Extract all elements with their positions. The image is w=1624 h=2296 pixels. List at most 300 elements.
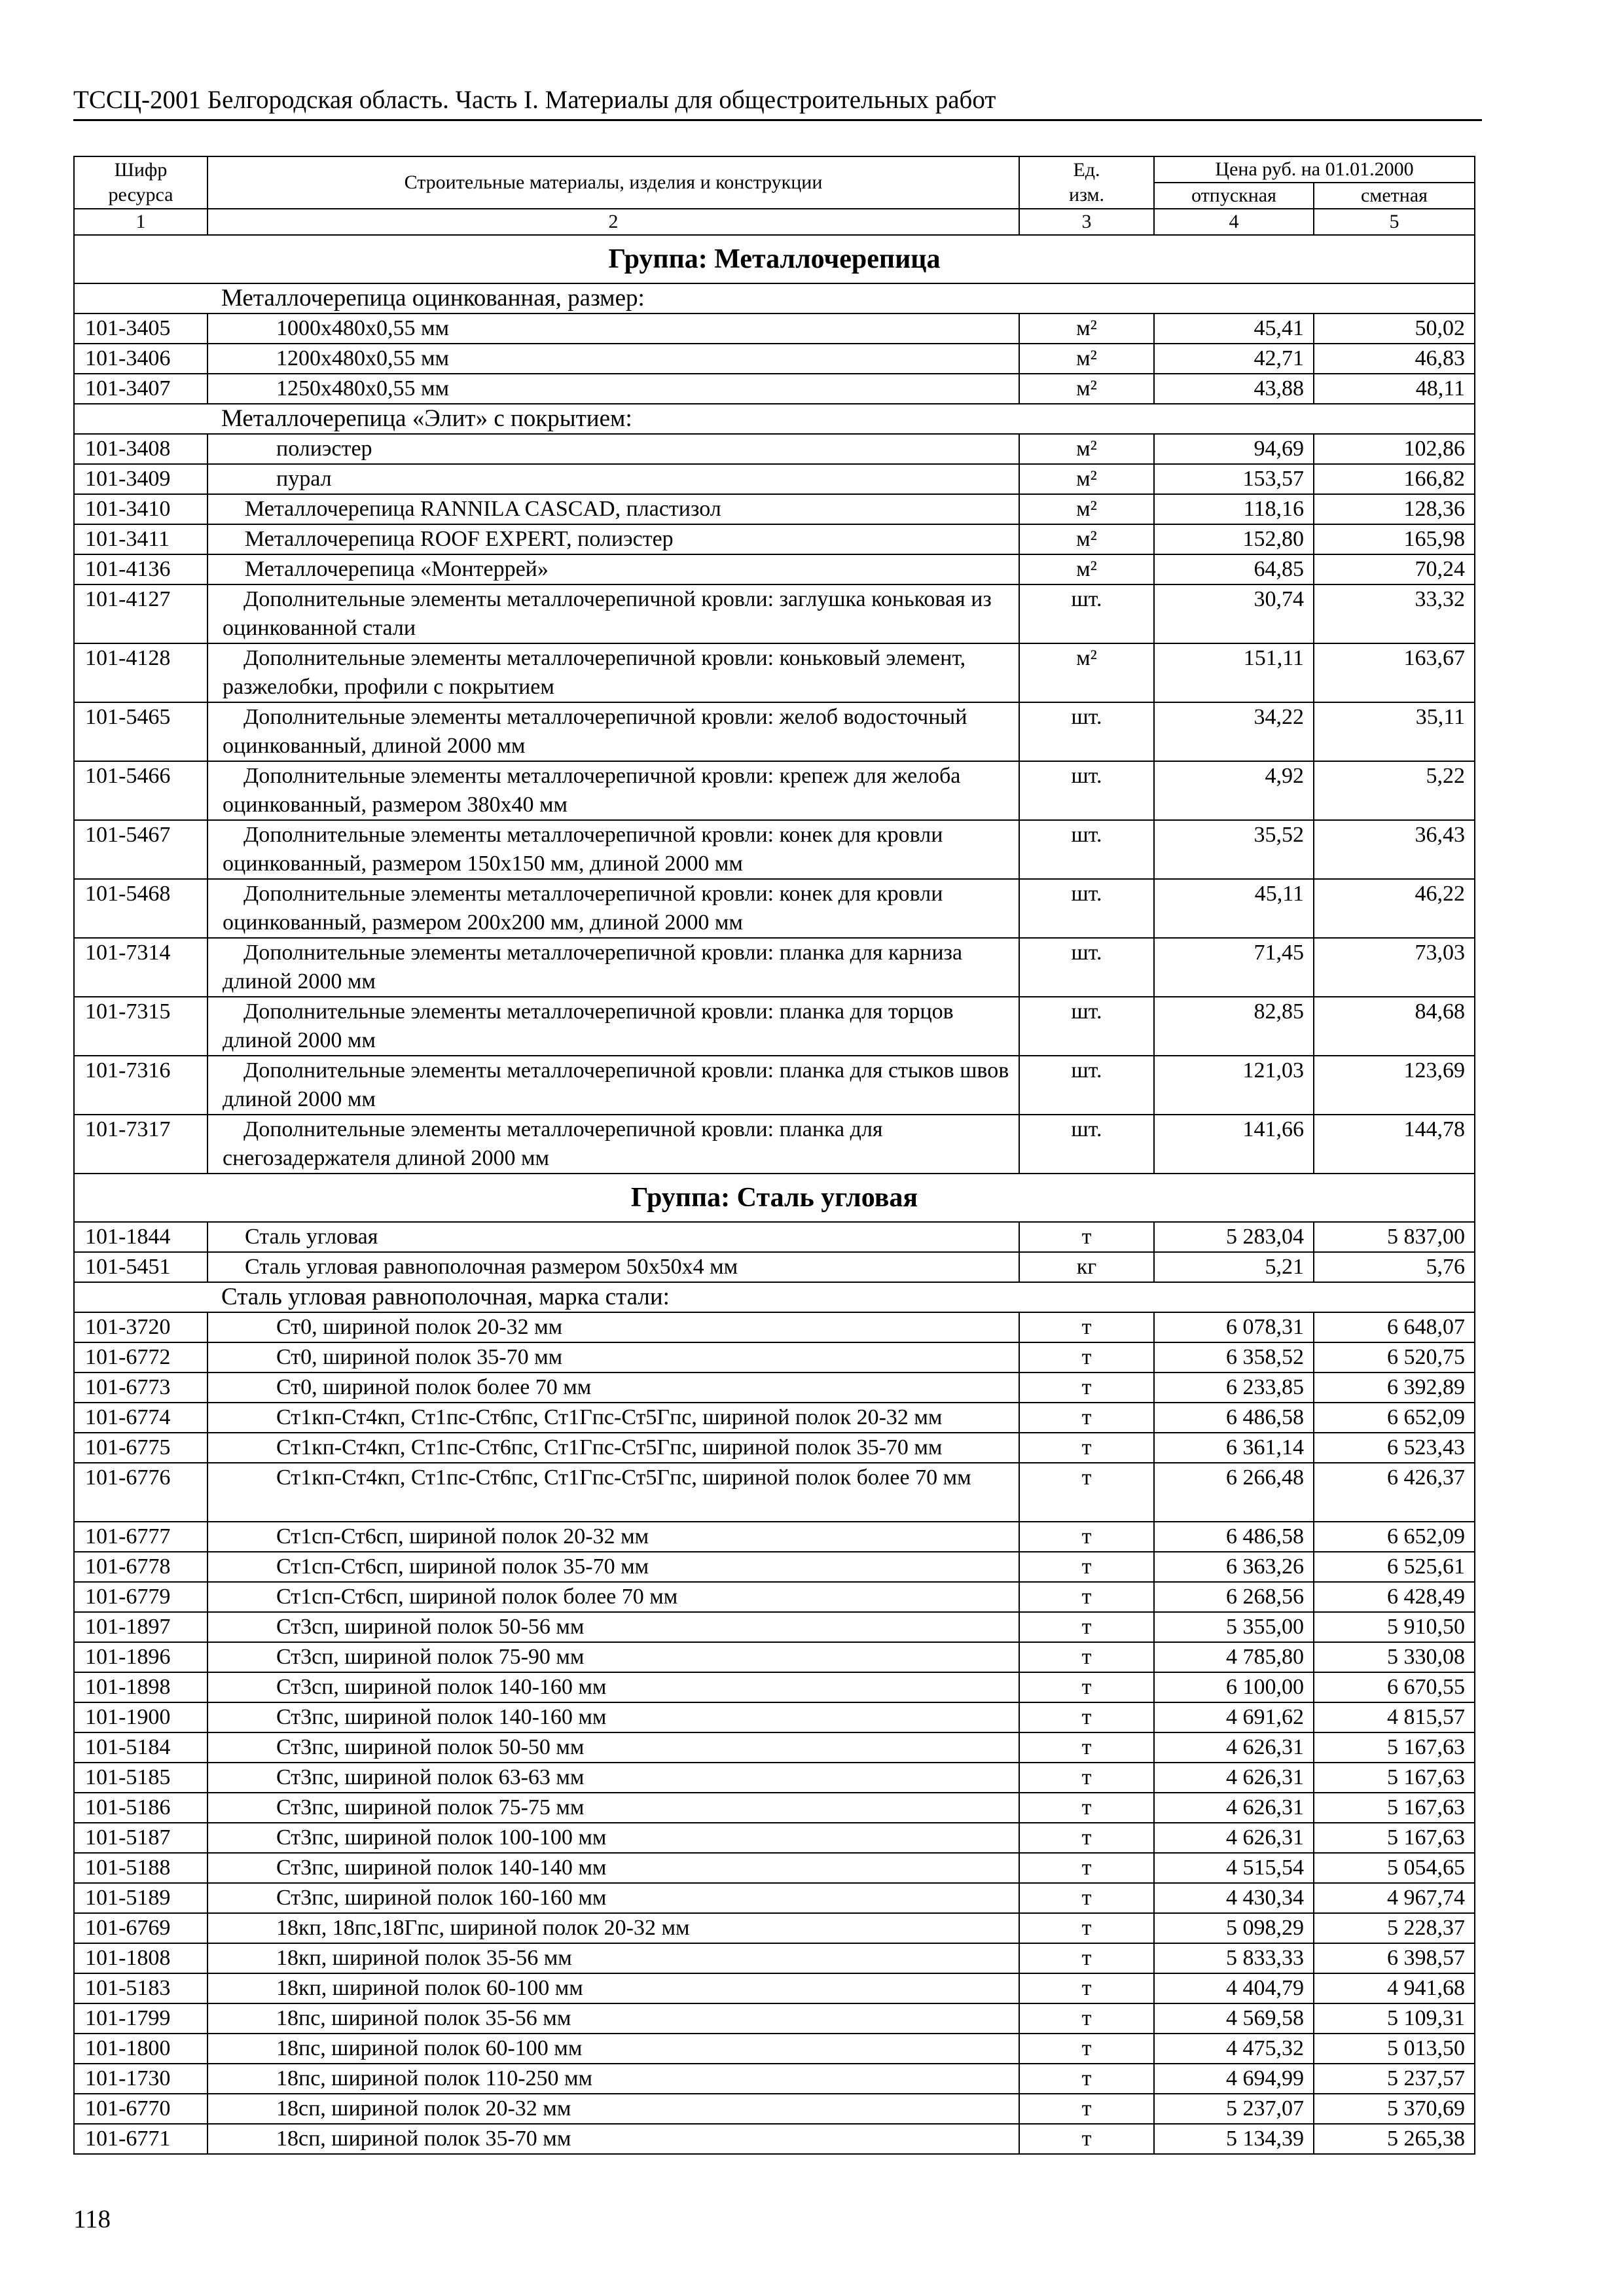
- unit-of-measure: м²: [1019, 524, 1154, 554]
- unit-of-measure: м²: [1019, 434, 1154, 464]
- resource-code: 101-7314: [74, 938, 208, 997]
- table-row: [74, 494, 1475, 524]
- table-header: [74, 156, 1475, 235]
- price-estimate: 165,98: [1314, 524, 1475, 554]
- material-name: Металлочерепица RANNILA CASCAD, пластизол: [208, 494, 1019, 524]
- table-row: [74, 2124, 1475, 2154]
- table-row: [74, 1732, 1475, 1763]
- price-release: 153,57: [1154, 464, 1314, 494]
- price-release: 121,03: [1154, 1056, 1314, 1115]
- price-estimate: 36,43: [1314, 820, 1475, 879]
- price-release: 118,16: [1154, 494, 1314, 524]
- resource-code: 101-3405: [74, 314, 208, 344]
- resource-code: 101-1808: [74, 1943, 208, 1973]
- unit-of-measure: т: [1019, 1702, 1154, 1732]
- material-name: 18пс, шириной полок 60-100 мм: [208, 2034, 1019, 2064]
- table-row: [74, 1883, 1475, 1913]
- header-price-group: Цена руб. на 01.01.2000: [1154, 156, 1475, 183]
- material-name: Дополнительные элементы металлочерепичной кровли: планка для торцов длиной 2000 мм: [208, 997, 1019, 1056]
- unit-of-measure: м²: [1019, 554, 1154, 584]
- material-name: Ст3пс, шириной полок 160-160 мм: [208, 1883, 1019, 1913]
- material-name: Ст1сп-Ст6сп, шириной полок 20-32 мм: [208, 1522, 1019, 1552]
- price-release: 71,45: [1154, 938, 1314, 997]
- unit-of-measure: т: [1019, 1642, 1154, 1672]
- price-estimate: 6 652,09: [1314, 1403, 1475, 1433]
- table-row: [74, 1463, 1475, 1522]
- unit-of-measure: т: [1019, 1582, 1154, 1612]
- table-row: [74, 374, 1475, 404]
- unit-of-measure: шт.: [1019, 1056, 1154, 1115]
- unit-of-measure: т: [1019, 1883, 1154, 1913]
- unit-of-measure: кг: [1019, 1252, 1154, 1282]
- resource-code: 101-3411: [74, 524, 208, 554]
- price-release: 6 268,56: [1154, 1582, 1314, 1612]
- table-row: [74, 1702, 1475, 1732]
- resource-code: 101-6776: [74, 1463, 208, 1522]
- material-name: Ст3пс, шириной полок 140-140 мм: [208, 1853, 1019, 1883]
- resource-code: 101-7315: [74, 997, 208, 1056]
- price-estimate: 4 815,57: [1314, 1702, 1475, 1732]
- price-estimate: 48,11: [1314, 374, 1475, 404]
- price-release: 45,41: [1154, 314, 1314, 344]
- material-name: Ст3сп, шириной полок 140-160 мм: [208, 1672, 1019, 1702]
- price-estimate: 70,24: [1314, 554, 1475, 584]
- material-name: 18сп, шириной полок 20-32 мм: [208, 2094, 1019, 2124]
- price-estimate: 5 837,00: [1314, 1222, 1475, 1252]
- price-release: 4,92: [1154, 761, 1314, 820]
- price-release: 141,66: [1154, 1115, 1314, 1174]
- price-estimate: 128,36: [1314, 494, 1475, 524]
- resource-code: 101-1800: [74, 2034, 208, 2064]
- resource-code: 101-5465: [74, 702, 208, 761]
- price-release: 5 355,00: [1154, 1612, 1314, 1642]
- table-row: [74, 761, 1475, 820]
- material-name: Дополнительные элементы металлочерепичной кровли: желоб водосточный оцинкованный, длиной 2000 мм: [208, 702, 1019, 761]
- material-name: Ст1кп-Ст4кп, Ст1пс-Ст6пс, Ст1Гпс-Ст5Гпс, шириной полок 20-32 мм: [208, 1403, 1019, 1433]
- unit-of-measure: т: [1019, 1433, 1154, 1463]
- price-estimate: 6 426,37: [1314, 1463, 1475, 1522]
- group-heading-row: [74, 1174, 1475, 1222]
- price-release: 4 475,32: [1154, 2034, 1314, 2064]
- material-name: Дополнительные элементы металлочерепичной кровли: коньковый элемент, разжелобки, профили с покрытием: [208, 643, 1019, 702]
- price-estimate: 6 392,89: [1314, 1372, 1475, 1403]
- price-release: 34,22: [1154, 702, 1314, 761]
- price-estimate: 6 525,61: [1314, 1552, 1475, 1582]
- price-release: 6 078,31: [1154, 1312, 1314, 1342]
- header-name-cell: Строительные материалы, изделия и конструкции: [208, 156, 1019, 209]
- unit-of-measure: т: [1019, 1913, 1154, 1943]
- material-name: Дополнительные элементы металлочерепичной кровли: планка для снегозадержателя длиной 2000 мм: [208, 1115, 1019, 1174]
- table-row: [74, 1056, 1475, 1115]
- price-estimate: 6 398,57: [1314, 1943, 1475, 1973]
- unit-of-measure: т: [1019, 1672, 1154, 1702]
- price-estimate: 6 648,07: [1314, 1312, 1475, 1342]
- material-name: 1000x480x0,55 мм: [208, 314, 1019, 344]
- price-release: 45,11: [1154, 879, 1314, 938]
- table-row: [74, 1612, 1475, 1642]
- material-name: пурал: [208, 464, 1019, 494]
- price-estimate: 5 265,38: [1314, 2124, 1475, 2154]
- price-estimate: 5 910,50: [1314, 1612, 1475, 1642]
- price-release: 30,74: [1154, 584, 1314, 643]
- material-name: 18кп, шириной полок 35-56 мм: [208, 1943, 1019, 1973]
- resource-code: 101-6769: [74, 1913, 208, 1943]
- price-estimate: 5 167,63: [1314, 1763, 1475, 1793]
- unit-of-measure: м²: [1019, 314, 1154, 344]
- unit-of-measure: т: [1019, 1853, 1154, 1883]
- resource-code: 101-6775: [74, 1433, 208, 1463]
- resource-code: 101-6771: [74, 2124, 208, 2154]
- material-name: Дополнительные элементы металлочерепичной кровли: планка для карниза длиной 2000 мм: [208, 938, 1019, 997]
- resource-code: 101-3409: [74, 464, 208, 494]
- unit-of-measure: т: [1019, 1342, 1154, 1372]
- price-estimate: 46,22: [1314, 879, 1475, 938]
- table-row: [74, 1115, 1475, 1174]
- column-number-3: 3: [1019, 209, 1154, 235]
- price-release: 94,69: [1154, 434, 1314, 464]
- table-row: [74, 1973, 1475, 2003]
- unit-of-measure: т: [1019, 1403, 1154, 1433]
- table-row: [74, 1312, 1475, 1342]
- table-row: [74, 344, 1475, 374]
- price-estimate: 6 520,75: [1314, 1342, 1475, 1372]
- table-row: [74, 1913, 1475, 1943]
- material-name: Металлочерепица ROOF EXPERT, полиэстер: [208, 524, 1019, 554]
- material-name: Сталь угловая: [208, 1222, 1019, 1252]
- table-row: [74, 1943, 1475, 1973]
- header-code-line1: Шифр: [114, 159, 168, 181]
- table-row: [74, 1372, 1475, 1403]
- resource-code: 101-5466: [74, 761, 208, 820]
- table-row: [74, 1793, 1475, 1823]
- material-name: Ст1кп-Ст4кп, Ст1пс-Ст6пс, Ст1Гпс-Ст5Гпс, шириной полок 35-70 мм: [208, 1433, 1019, 1463]
- column-number-2: 2: [208, 209, 1019, 235]
- price-release: 35,52: [1154, 820, 1314, 879]
- unit-of-measure: шт.: [1019, 879, 1154, 938]
- material-name: 18пс, шириной полок 110-250 мм: [208, 2064, 1019, 2094]
- price-release: 5 237,07: [1154, 2094, 1314, 2124]
- price-release: 5,21: [1154, 1252, 1314, 1282]
- material-name: Металлочерепица «Монтеррей»: [208, 554, 1019, 584]
- unit-of-measure: м²: [1019, 643, 1154, 702]
- resource-code: 101-5451: [74, 1252, 208, 1282]
- header-unit-line2: изм.: [1069, 184, 1104, 206]
- price-release: 4 626,31: [1154, 1763, 1314, 1793]
- material-name: Ст1сп-Ст6сп, шириной полок более 70 мм: [208, 1582, 1019, 1612]
- price-release: 4 626,31: [1154, 1793, 1314, 1823]
- material-name: Ст3пс, шириной полок 63-63 мм: [208, 1763, 1019, 1793]
- subgroup-heading-row: [74, 404, 1475, 434]
- table-row: [74, 1853, 1475, 1883]
- resource-code: 101-6777: [74, 1522, 208, 1552]
- price-estimate: 166,82: [1314, 464, 1475, 494]
- table-body: [74, 235, 1475, 2154]
- resource-code: 101-6779: [74, 1582, 208, 1612]
- table-row: [74, 1433, 1475, 1463]
- unit-of-measure: т: [1019, 1823, 1154, 1853]
- resource-code: 101-6770: [74, 2094, 208, 2124]
- subgroup-heading: Сталь угловая равнополочная, марка стали:: [74, 1282, 1475, 1312]
- resource-code: 101-6772: [74, 1342, 208, 1372]
- subgroup-heading-row: [74, 283, 1475, 314]
- price-release: 6 361,14: [1154, 1433, 1314, 1463]
- price-release: 6 358,52: [1154, 1342, 1314, 1372]
- unit-of-measure: шт.: [1019, 938, 1154, 997]
- resource-code: 101-3407: [74, 374, 208, 404]
- price-estimate: 5 109,31: [1314, 2003, 1475, 2034]
- unit-of-measure: шт.: [1019, 702, 1154, 761]
- table-row: [74, 584, 1475, 643]
- material-name: 18пс, шириной полок 35-56 мм: [208, 2003, 1019, 2034]
- price-release: 4 626,31: [1154, 1732, 1314, 1763]
- header-code-line2: ресурса: [108, 184, 173, 206]
- price-release: 5 134,39: [1154, 2124, 1314, 2154]
- unit-of-measure: т: [1019, 1463, 1154, 1522]
- price-estimate: 35,11: [1314, 702, 1475, 761]
- price-estimate: 5 167,63: [1314, 1732, 1475, 1763]
- price-estimate: 33,32: [1314, 584, 1475, 643]
- resource-code: 101-1844: [74, 1222, 208, 1252]
- material-name: полиэстер: [208, 434, 1019, 464]
- unit-of-measure: т: [1019, 2124, 1154, 2154]
- resource-code: 101-6773: [74, 1372, 208, 1403]
- header-rule: [73, 119, 1482, 121]
- price-estimate: 144,78: [1314, 1115, 1475, 1174]
- table-row: [74, 1823, 1475, 1853]
- price-release: 5 098,29: [1154, 1913, 1314, 1943]
- resource-code: 101-5188: [74, 1853, 208, 1883]
- subgroup-heading: Металлочерепица оцинкованная, размер:: [74, 283, 1475, 314]
- header-unit-cell: [1019, 156, 1154, 209]
- header-price-release: отпускная: [1154, 183, 1314, 209]
- resource-code: 101-5187: [74, 1823, 208, 1853]
- price-table: [73, 156, 1475, 2155]
- table-row: [74, 879, 1475, 938]
- material-name: 18сп, шириной полок 35-70 мм: [208, 2124, 1019, 2154]
- subgroup-heading-row: [74, 1282, 1475, 1312]
- material-name: Ст3сп, шириной полок 50-56 мм: [208, 1612, 1019, 1642]
- unit-of-measure: т: [1019, 1222, 1154, 1252]
- resource-code: 101-7316: [74, 1056, 208, 1115]
- resource-code: 101-4128: [74, 643, 208, 702]
- price-release: 6 486,58: [1154, 1522, 1314, 1552]
- unit-of-measure: шт.: [1019, 761, 1154, 820]
- table-row: [74, 1763, 1475, 1793]
- price-release: 42,71: [1154, 344, 1314, 374]
- resource-code: 101-1799: [74, 2003, 208, 2034]
- material-name: 18кп, шириной полок 60-100 мм: [208, 1973, 1019, 2003]
- unit-of-measure: т: [1019, 1793, 1154, 1823]
- resource-code: 101-3410: [74, 494, 208, 524]
- unit-of-measure: т: [1019, 2094, 1154, 2124]
- unit-of-measure: т: [1019, 1372, 1154, 1403]
- price-estimate: 5 330,08: [1314, 1642, 1475, 1672]
- table-row: [74, 464, 1475, 494]
- table-row: [74, 702, 1475, 761]
- price-release: 4 785,80: [1154, 1642, 1314, 1672]
- price-release: 4 404,79: [1154, 1973, 1314, 2003]
- material-name: Ст3пс, шириной полок 140-160 мм: [208, 1702, 1019, 1732]
- table-row: [74, 1672, 1475, 1702]
- price-estimate: 5 167,63: [1314, 1793, 1475, 1823]
- resource-code: 101-3408: [74, 434, 208, 464]
- resource-code: 101-5186: [74, 1793, 208, 1823]
- material-name: Ст3пс, шириной полок 50-50 мм: [208, 1732, 1019, 1763]
- price-estimate: 5 237,57: [1314, 2064, 1475, 2094]
- material-name: Ст0, шириной полок 20-32 мм: [208, 1312, 1019, 1342]
- price-release: 6 100,00: [1154, 1672, 1314, 1702]
- unit-of-measure: т: [1019, 2034, 1154, 2064]
- material-name: 18кп, 18пс,18Гпс, шириной полок 20-32 мм: [208, 1913, 1019, 1943]
- unit-of-measure: м²: [1019, 464, 1154, 494]
- material-name: Дополнительные элементы металлочерепичной кровли: планка для стыков швов длиной 2000 мм: [208, 1056, 1019, 1115]
- table-row: [74, 1522, 1475, 1552]
- resource-code: 101-1730: [74, 2064, 208, 2094]
- price-estimate: 4 967,74: [1314, 1883, 1475, 1913]
- resource-code: 101-5468: [74, 879, 208, 938]
- resource-code: 101-1898: [74, 1672, 208, 1702]
- unit-of-measure: т: [1019, 1312, 1154, 1342]
- material-name: Ст0, шириной полок 35-70 мм: [208, 1342, 1019, 1372]
- resource-code: 101-1900: [74, 1702, 208, 1732]
- unit-of-measure: м²: [1019, 494, 1154, 524]
- price-release: 82,85: [1154, 997, 1314, 1056]
- price-release: 4 626,31: [1154, 1823, 1314, 1853]
- table-row: [74, 314, 1475, 344]
- price-estimate: 123,69: [1314, 1056, 1475, 1115]
- resource-code: 101-5185: [74, 1763, 208, 1793]
- price-release: 6 486,58: [1154, 1403, 1314, 1433]
- price-estimate: 50,02: [1314, 314, 1475, 344]
- resource-code: 101-3720: [74, 1312, 208, 1342]
- table-row: [74, 1642, 1475, 1672]
- price-estimate: 6 652,09: [1314, 1522, 1475, 1552]
- unit-of-measure: т: [1019, 1522, 1154, 1552]
- price-estimate: 5,76: [1314, 1252, 1475, 1282]
- resource-code: 101-3406: [74, 344, 208, 374]
- unit-of-measure: шт.: [1019, 1115, 1154, 1174]
- table-row: [74, 820, 1475, 879]
- page-header-title: ТССЦ-2001 Белгородская область. Часть I. Материалы для общестроительных работ: [73, 86, 996, 114]
- table-row: [74, 1342, 1475, 1372]
- column-number-4: 4: [1154, 209, 1314, 235]
- material-name: Дополнительные элементы металлочерепичной кровли: конек для кровли оцинкованный, размером 150x150 мм, длиной 2000 мм: [208, 820, 1019, 879]
- table-row: [74, 1252, 1475, 1282]
- page-number: 118: [73, 2205, 111, 2233]
- resource-code: 101-5183: [74, 1973, 208, 2003]
- unit-of-measure: т: [1019, 2064, 1154, 2094]
- price-estimate: 5 228,37: [1314, 1913, 1475, 1943]
- resource-code: 101-5467: [74, 820, 208, 879]
- price-estimate: 5 167,63: [1314, 1823, 1475, 1853]
- price-estimate: 5 370,69: [1314, 2094, 1475, 2124]
- unit-of-measure: шт.: [1019, 584, 1154, 643]
- unit-of-measure: шт.: [1019, 997, 1154, 1056]
- subgroup-heading: Металлочерепица «Элит» с покрытием:: [74, 404, 1475, 434]
- price-release: 4 515,54: [1154, 1853, 1314, 1883]
- price-estimate: 84,68: [1314, 997, 1475, 1056]
- table-row: [74, 2003, 1475, 2034]
- material-name: Сталь угловая равнополочная размером 50x50x4 мм: [208, 1252, 1019, 1282]
- unit-of-measure: т: [1019, 1943, 1154, 1973]
- material-name: Ст1кп-Ст4кп, Ст1пс-Ст6пс, Ст1Гпс-Ст5Гпс, шириной полок более 70 мм: [208, 1463, 1019, 1522]
- group-heading-row: [74, 235, 1475, 283]
- header-unit-line1: Ед.: [1073, 159, 1100, 181]
- material-name: Дополнительные элементы металлочерепичной кровли: заглушка коньковая из оцинкованной стали: [208, 584, 1019, 643]
- table-row: [74, 2094, 1475, 2124]
- price-release: 151,11: [1154, 643, 1314, 702]
- unit-of-measure: м²: [1019, 344, 1154, 374]
- column-number-5: 5: [1314, 209, 1475, 235]
- header-code-cell: [74, 156, 208, 209]
- price-release: 4 691,62: [1154, 1702, 1314, 1732]
- table-row: [74, 2064, 1475, 2094]
- price-estimate: 46,83: [1314, 344, 1475, 374]
- table-row: [74, 2034, 1475, 2064]
- unit-of-measure: т: [1019, 2003, 1154, 2034]
- price-estimate: 5,22: [1314, 761, 1475, 820]
- unit-of-measure: т: [1019, 1732, 1154, 1763]
- price-release: 4 430,34: [1154, 1883, 1314, 1913]
- unit-of-measure: т: [1019, 1552, 1154, 1582]
- table-row: [74, 1582, 1475, 1612]
- table-row: [74, 554, 1475, 584]
- unit-of-measure: т: [1019, 1973, 1154, 2003]
- price-estimate: 6 670,55: [1314, 1672, 1475, 1702]
- price-release: 6 363,26: [1154, 1552, 1314, 1582]
- resource-code: 101-4136: [74, 554, 208, 584]
- material-name: Ст1сп-Ст6сп, шириной полок 35-70 мм: [208, 1552, 1019, 1582]
- table-row: [74, 1222, 1475, 1252]
- material-name: 1250x480x0,55 мм: [208, 374, 1019, 404]
- unit-of-measure: м²: [1019, 374, 1154, 404]
- price-release: 6 233,85: [1154, 1372, 1314, 1403]
- resource-code: 101-5189: [74, 1883, 208, 1913]
- price-release: 64,85: [1154, 554, 1314, 584]
- resource-code: 101-1897: [74, 1612, 208, 1642]
- resource-code: 101-7317: [74, 1115, 208, 1174]
- table-row: [74, 938, 1475, 997]
- group-heading: Группа: Металлочерепица: [74, 235, 1475, 283]
- column-number-1: 1: [74, 209, 208, 235]
- price-estimate: 102,86: [1314, 434, 1475, 464]
- table-row: [74, 643, 1475, 702]
- price-estimate: 4 941,68: [1314, 1973, 1475, 2003]
- table-row: [74, 434, 1475, 464]
- resource-code: 101-6778: [74, 1552, 208, 1582]
- material-name: Ст3сп, шириной полок 75-90 мм: [208, 1642, 1019, 1672]
- table-row: [74, 1403, 1475, 1433]
- unit-of-measure: шт.: [1019, 820, 1154, 879]
- table-row: [74, 1552, 1475, 1582]
- price-release: 4 694,99: [1154, 2064, 1314, 2094]
- unit-of-measure: т: [1019, 1612, 1154, 1642]
- price-release: 5 833,33: [1154, 1943, 1314, 1973]
- group-heading: Группа: Сталь угловая: [74, 1174, 1475, 1222]
- price-estimate: 5 054,65: [1314, 1853, 1475, 1883]
- price-release: 43,88: [1154, 374, 1314, 404]
- resource-code: 101-4127: [74, 584, 208, 643]
- header-price-estimate: сметная: [1314, 183, 1475, 209]
- material-name: Ст3пс, шириной полок 100-100 мм: [208, 1823, 1019, 1853]
- material-name: Ст0, шириной полок более 70 мм: [208, 1372, 1019, 1403]
- material-name: Ст3пс, шириной полок 75-75 мм: [208, 1793, 1019, 1823]
- price-estimate: 73,03: [1314, 938, 1475, 997]
- price-estimate: 6 523,43: [1314, 1433, 1475, 1463]
- resource-code: 101-1896: [74, 1642, 208, 1672]
- table-row: [74, 524, 1475, 554]
- material-name: 1200x480x0,55 мм: [208, 344, 1019, 374]
